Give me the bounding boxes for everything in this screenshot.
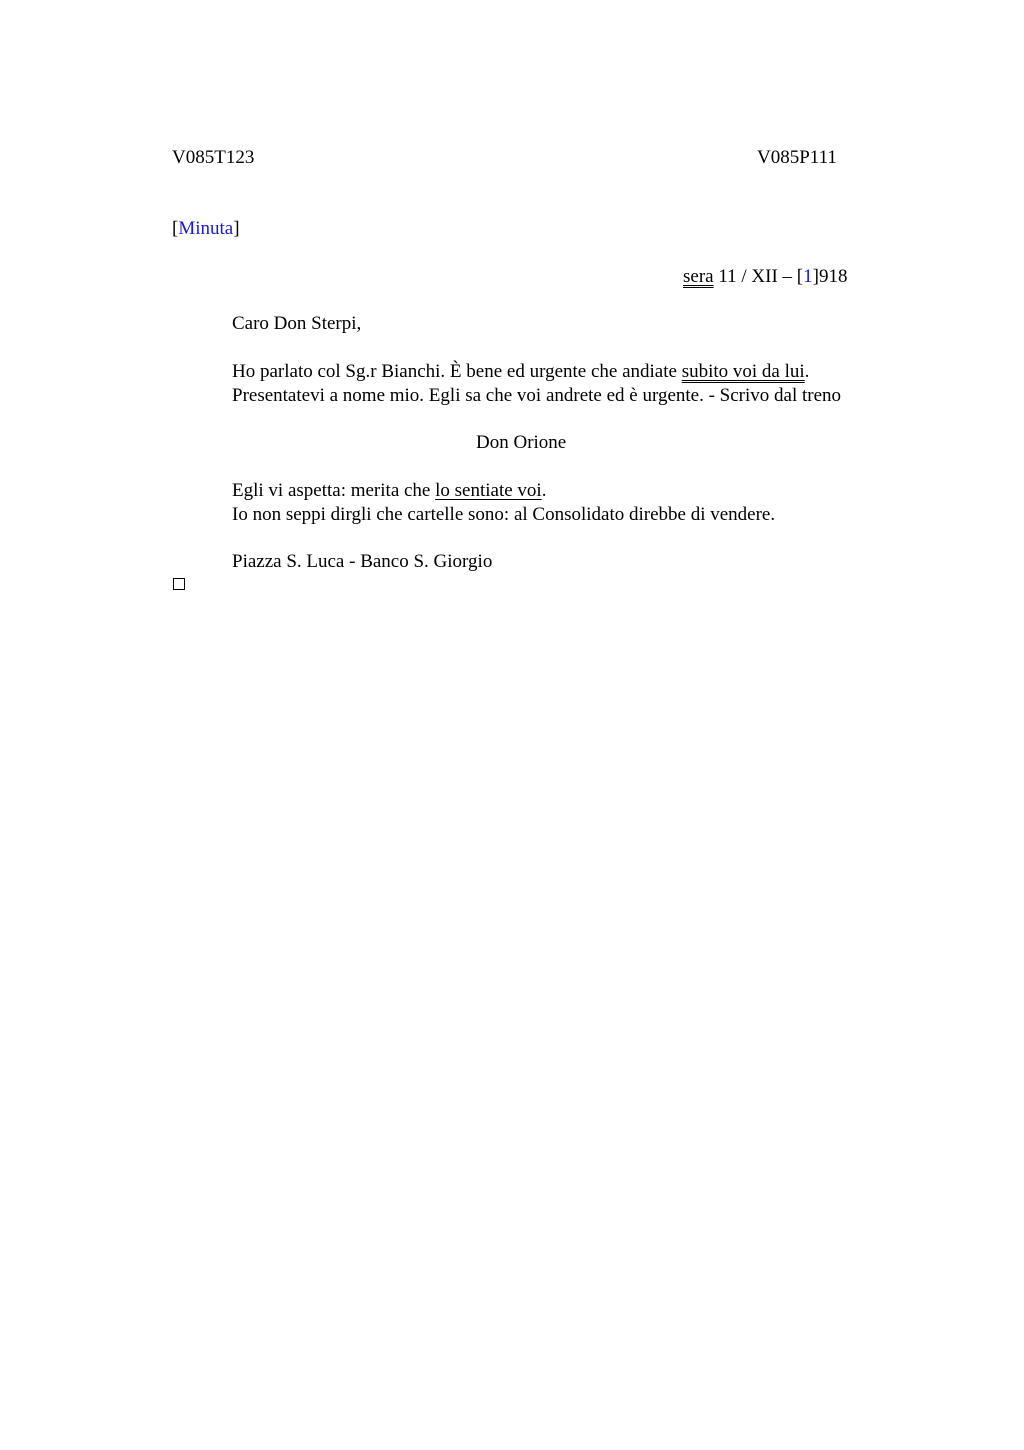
body-line-1 bbox=[232, 360, 809, 384]
document-code-left: V085T123 bbox=[172, 147, 255, 168]
postscript-line-1-end: . bbox=[541, 480, 547, 501]
body-line-1-end: . bbox=[804, 361, 810, 382]
postscript-line-1 bbox=[232, 479, 546, 503]
postscript-line-2: Io non seppi dirgli che cartelle sono: al Consolidato direbbe di vendere. bbox=[232, 504, 776, 525]
dateline-year: 918 bbox=[818, 266, 848, 287]
body-line-1-text: Ho parlato col Sg.r Bianchi. È bene ed urgente che andiate bbox=[232, 361, 682, 382]
dateline-date: 11 / XII – [ bbox=[713, 266, 804, 287]
address: Piazza S. Luca - Banco S. Giorgio bbox=[232, 551, 493, 572]
signature: Don Orione bbox=[476, 432, 567, 453]
postscript-line-1-text: Egli vi aspetta: merita che bbox=[232, 480, 436, 501]
dateline-editorial-number: 1 bbox=[803, 266, 813, 287]
body-line-2: Presentatevi a nome mio. Egli sa che voi andrete ed è urgente. - Scrivo dal treno bbox=[232, 385, 842, 406]
document-code-right: V085P111 bbox=[757, 147, 837, 168]
dateline-word: sera bbox=[683, 266, 714, 287]
body-line-1-emphasis: subito voi da lui bbox=[681, 361, 805, 382]
bracket-close: ] bbox=[233, 218, 240, 239]
dateline-bracket-close: ] bbox=[812, 266, 819, 287]
end-box-icon bbox=[173, 578, 185, 590]
postscript-line-1-emphasis: lo sentiate voi bbox=[435, 480, 542, 501]
minuta-label bbox=[172, 217, 240, 241]
salutation: Caro Don Sterpi, bbox=[232, 313, 362, 334]
dateline bbox=[683, 265, 847, 289]
bracket-open: [ bbox=[172, 218, 179, 239]
minuta-text: Minuta bbox=[178, 218, 234, 239]
